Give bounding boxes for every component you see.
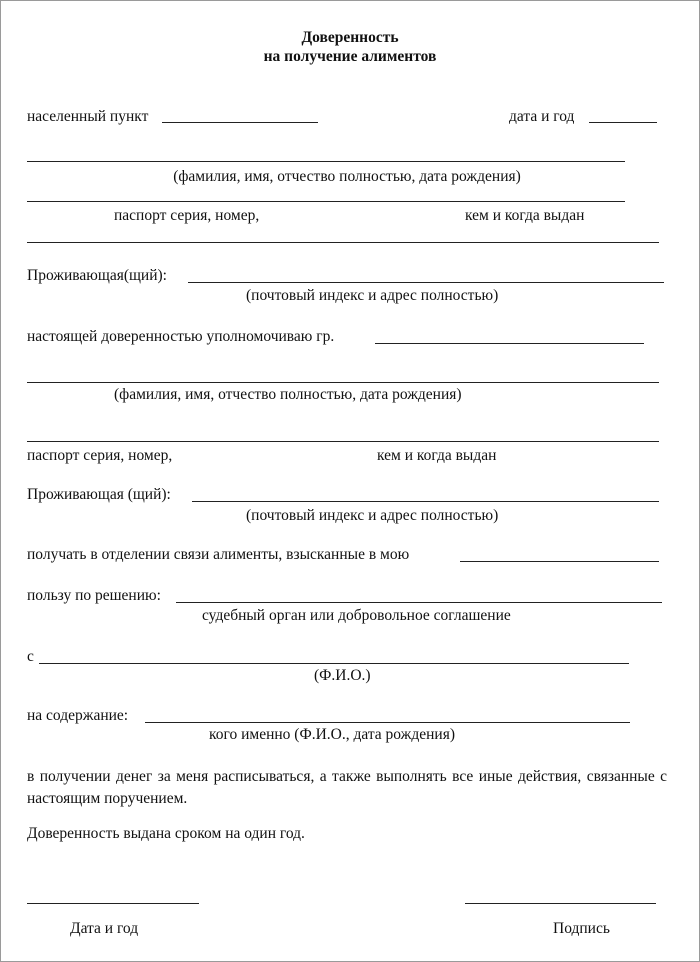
date-year-label: дата и год xyxy=(509,108,575,125)
signature-field[interactable] xyxy=(465,903,656,904)
signature-label: Подпись xyxy=(553,920,610,937)
document-title: Доверенность xyxy=(301,29,399,46)
maintenance-label: на содержание: xyxy=(27,707,129,724)
agent-intro-field[interactable] xyxy=(375,343,644,344)
receive-field[interactable] xyxy=(460,561,659,562)
principal-name-caption: (фамилия, имя, отчество полностью, дата рождения) xyxy=(173,168,521,185)
principal-address-field[interactable] xyxy=(188,282,664,283)
agent-passport-field[interactable] xyxy=(27,441,659,442)
agent-address-field[interactable] xyxy=(192,501,659,502)
residing-label-2: Проживающая (щий): xyxy=(27,486,171,503)
validity-text: Доверенность выдана сроком на один год. xyxy=(27,825,305,842)
principal-name-field[interactable] xyxy=(27,161,625,162)
agent-passport-caption: паспорт серия, номер, xyxy=(27,447,173,464)
date-signature-label: Дата и год xyxy=(70,920,139,937)
document-subtitle: на получение алиментов xyxy=(263,48,437,65)
from-label: с xyxy=(27,648,34,665)
settlement-field[interactable] xyxy=(162,122,318,123)
body-paragraph: в получении денег за меня расписываться, а также выполнять все иные действия, связанные с настоящим поручением. xyxy=(27,768,667,807)
settlement-label: населенный пункт xyxy=(27,108,149,125)
maintenance-field[interactable] xyxy=(145,722,630,723)
decision-label: пользу по решению: xyxy=(27,587,161,604)
agent-name-field[interactable] xyxy=(27,382,659,383)
date-signature-field[interactable] xyxy=(27,903,199,904)
authorize-label: настоящей доверенностью уполномочиваю гр. xyxy=(27,328,335,345)
fio-caption: (Ф.И.О.) xyxy=(314,667,371,684)
principal-passport-field[interactable] xyxy=(27,201,625,202)
agent-name-caption: (фамилия, имя, отчество полностью, дата рождения) xyxy=(114,386,462,403)
principal-passport-details-field[interactable] xyxy=(27,242,659,243)
receive-label: получать в отделении связи алименты, взысканные в мою xyxy=(27,546,410,563)
principal-issued-by-caption: кем и когда выдан xyxy=(465,207,585,224)
residing-label-1: Проживающая(щий): xyxy=(27,267,167,284)
court-caption: судебный орган или добровольное соглашение xyxy=(202,607,511,624)
address-caption-2: (почтовый индекс и адрес полностью) xyxy=(246,507,499,524)
principal-passport-caption: паспорт серия, номер, xyxy=(114,207,260,224)
date-year-field[interactable] xyxy=(589,122,657,123)
agent-issued-by-caption: кем и когда выдан xyxy=(377,447,497,464)
whom-caption: кого именно (Ф.И.О., дата рождения) xyxy=(209,726,456,743)
from-field[interactable] xyxy=(39,663,629,664)
decision-field[interactable] xyxy=(176,602,662,603)
address-caption-1: (почтовый индекс и адрес полностью) xyxy=(246,287,499,304)
